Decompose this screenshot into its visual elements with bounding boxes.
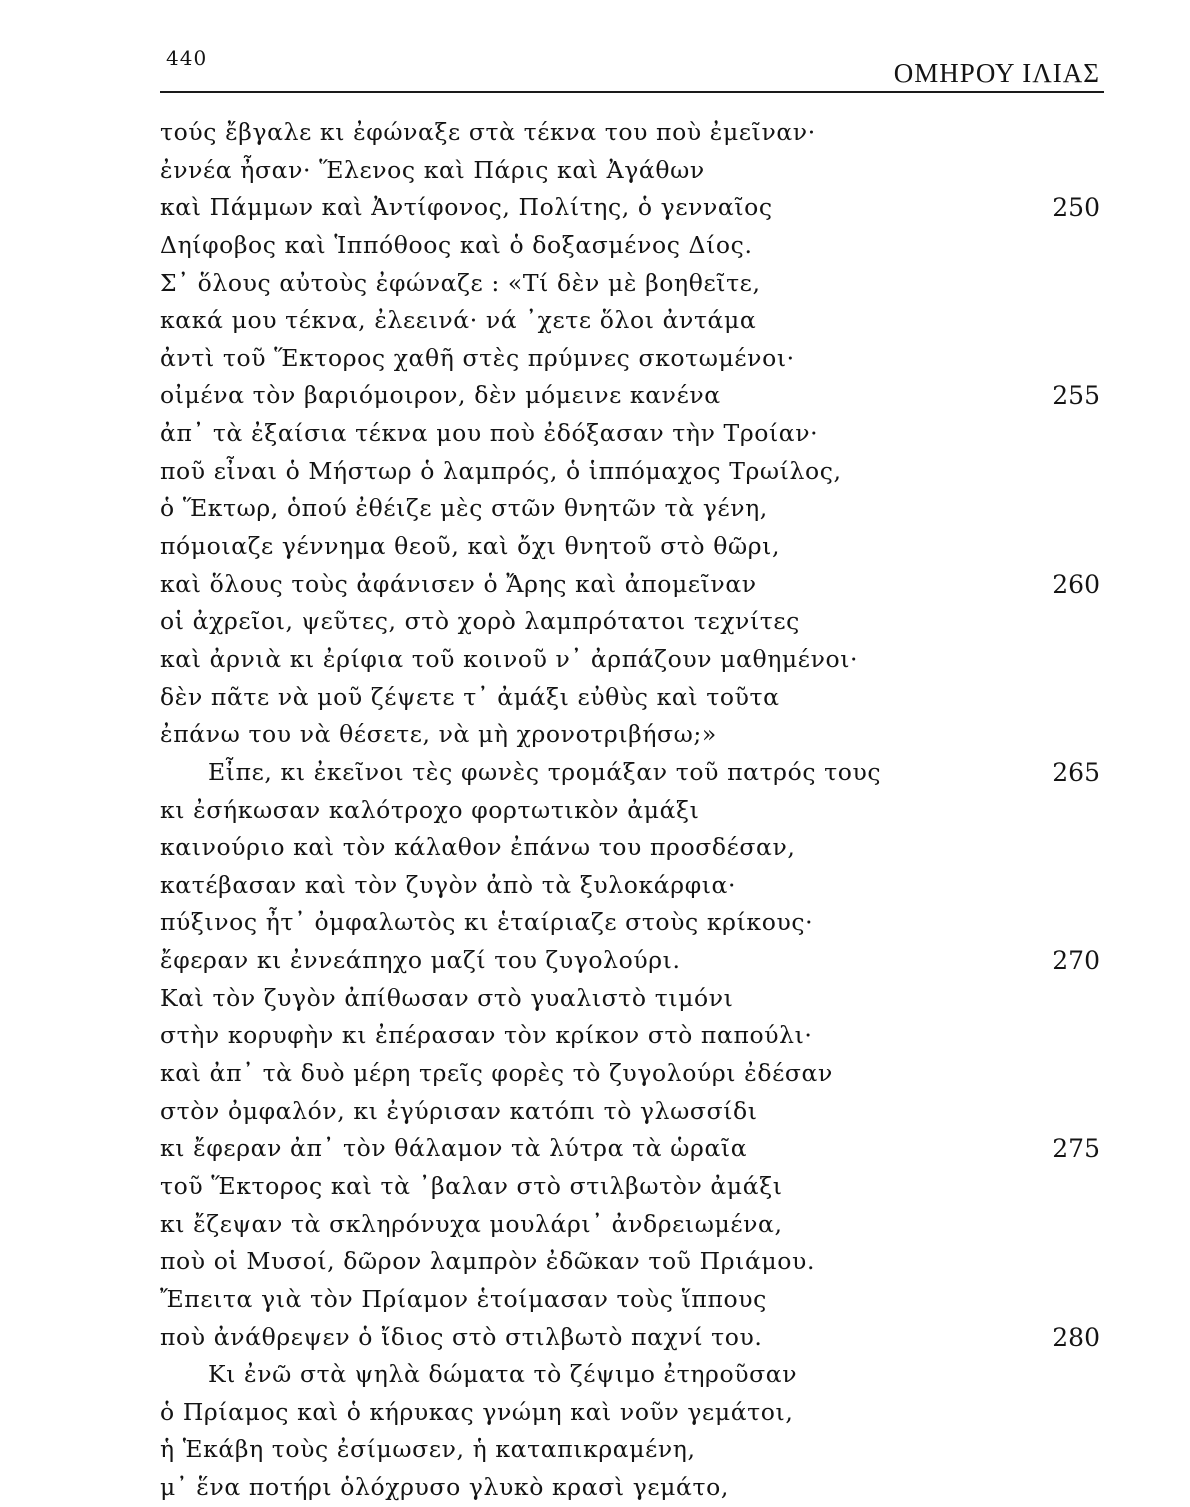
verse-text: καὶ ὅλους τοὺς ἀφάνισεν ὁ Ἄρης καὶ ἀπομεῖναν [160,569,757,598]
verse-text: οἱ ἀχρεῖοι, ψεῦτες, στὸ χορὸ λαμπρότατοι τεχνίτες [160,607,800,636]
running-title: ΟΜΗΡΟΥ ΙΛΙΑΣ [893,58,1100,88]
verse-line [160,1394,1104,1432]
verse-line [160,1469,1104,1507]
verse-text: ἡ Ἑκάβη τοὺς ἐσίμωσεν, ἡ καταπικραμένη, [160,1435,696,1464]
verse-line [160,415,1104,453]
verse-line [160,302,1104,340]
verse-text: Ἔπειτα γιὰ τὸν Πρίαμον ἑτοίμασαν τοὺς ἵππους [160,1284,767,1313]
line-number: 265 [1052,757,1100,787]
verse-line [160,152,1104,190]
verse-line [160,754,1104,792]
verse-text: ἀντὶ τοῦ Ἕκτορος χαθῆ στὲς πρύμνες σκοτωμένοι· [160,343,795,372]
verse-text: ἐννέα ἦσαν· Ἕλενος καὶ Πάρις καὶ Ἀγάθων [160,155,705,184]
verse-text: κακά μου τέκνα, ἐλεεινά· νά ᾿χετε ὅλοι ἀντάμα [160,306,757,335]
verse-line [160,340,1104,378]
verse-line [160,453,1104,491]
page-header [160,44,1104,88]
verse-line [160,942,1104,980]
verse-line [160,377,1104,415]
verse-line [160,980,1104,1018]
verse-line [160,603,1104,641]
verse-line [160,528,1104,566]
page-number: 440 [166,46,208,70]
verse-text: τοῦ Ἕκτορος καὶ τὰ ᾿βαλαν στὸ στιλβωτὸν ἀμάξι [160,1171,783,1200]
verse-line [160,490,1104,528]
verse-text: καὶ ἀπ᾿ τὰ δυὸ μέρη τρεῖς φορὲς τὸ ζυγολούρι ἐδέσαν [160,1059,833,1088]
verse-text: καινούριο καὶ τὸν κάλαθον ἐπάνω του προσδέσαν, [160,833,796,862]
verse-line [160,1017,1104,1055]
verse-text: κι ἔζεψαν τὰ σκληρόνυχα μουλάρι᾿ ἀνδρειωμένα, [160,1209,783,1238]
verse-line [160,1093,1104,1131]
verse-text: καὶ ἀρνιὰ κι ἐρίφια τοῦ κοινοῦ ν᾿ ἀρπάζουν μαθημένοι· [160,644,859,673]
verse-line [160,265,1104,303]
verse-text: μ᾿ ἕνα ποτήρι ὁλόχρυσο γλυκὸ κρασὶ γεμάτο, [160,1473,729,1502]
verse-line [160,792,1104,830]
verse-text: δὲν πᾶτε νὰ μοῦ ζέψετε τ᾿ ἀμάξι εὐθὺς καὶ τοῦτα [160,682,780,711]
verse-line [160,1431,1104,1469]
verse-text: ἐπάνω του νὰ θέσετε, νὰ μὴ χρονοτριβήσω;» [160,720,717,749]
verse-text: κι ἐσήκωσαν καλότροχο φορτωτικὸν ἀμάξι [160,795,700,824]
line-number: 250 [1052,193,1100,223]
verse-line [160,641,1104,679]
verse-text: στὴν κορυφὴν κι ἐπέρασαν τὸν κρίκον στὸ παπούλι· [160,1021,813,1050]
verse-text: στὸν ὀμφαλόν, κι ἐγύρισαν κατόπι τὸ γλωσσίδι [160,1096,758,1125]
verse-line [160,679,1104,717]
verse-text: ποῦ εἶναι ὁ Μήστωρ ὁ λαμπρός, ὁ ἱππόμαχος Τρωίλος, [160,456,842,485]
verse-line [160,1243,1104,1281]
verse-line [160,904,1104,942]
verse-text: Κι ἐνῶ στὰ ψηλὰ δώματα τὸ ζέψιμο ἐτηροῦσαν [208,1360,798,1389]
verse-line [160,716,1104,754]
verse-text: πύξινος ἦτ᾿ ὀμφαλωτὸς κι ἑταίριαζε στοὺς κρίκους· [160,908,814,937]
verse-text: Δηίφοβος καὶ Ἱππόθοος καὶ ὁ δοξασμένος Δίος. [160,230,753,259]
verse-line [160,1319,1104,1357]
verse-line [160,227,1104,265]
verse-line [160,829,1104,867]
verse-text: κι ἔφεραν ἀπ᾿ τὸν θάλαμον τὰ λύτρα τὰ ὡραῖα [160,1134,748,1163]
verse-text: ὁ Ἕκτωρ, ὁπού ἐθέιζε μὲς στῶν θνητῶν τὰ γένη, [160,494,768,523]
verse-line [160,1168,1104,1206]
verse-text: καὶ Πάμμων καὶ Ἀντίφονος, Πολίτης, ὁ γενναῖος [160,193,773,222]
header-rule [160,91,1104,93]
verse-text: κατέβασαν καὶ τὸν ζυγὸν ἀπὸ τὰ ξυλοκάρφια· [160,870,737,899]
line-number: 260 [1052,569,1100,599]
line-number: 275 [1052,1134,1100,1164]
line-number: 270 [1052,946,1100,976]
line-number: 255 [1052,381,1100,411]
verse-line [160,189,1104,227]
verse-text: οἰμένα τὸν βαριόμοιρον, δὲν μόμεινε κανένα [160,381,721,410]
verse-line [160,1281,1104,1319]
verse-text: ἔφεραν κι ἐννεάπηχο μαζί του ζυγολούρι. [160,946,681,975]
verse-line [160,1130,1104,1168]
verse-line [160,1206,1104,1244]
verse-line [160,1055,1104,1093]
verse-line [160,1356,1104,1394]
verse-text: Σ᾿ ὅλους αὐτοὺς ἐφώναζε : «Τί δὲν μὲ βοηθεῖτε, [160,268,761,297]
verse-text: Καὶ τὸν ζυγὸν ἀπίθωσαν στὸ γυαλιστὸ τιμόνι [160,983,734,1012]
verse-line [160,566,1104,604]
verse-text: Εἶπε, κι ἐκεῖνοι τὲς φωνὲς τρομάξαν τοῦ πατρός τους [208,757,882,786]
verse-text: πόμοιαζε γέννημα θεοῦ, καὶ ὄχι θνητοῦ στὸ θῶρι, [160,532,781,561]
verse-text: ὁ Πρίαμος καὶ ὁ κήρυκας γνώμη καὶ νοῦν γεμάτοι, [160,1397,794,1426]
verse-text: τούς ἔβγαλε κι ἐφώναξε στὰ τέκνα του ποὺ ἐμεῖναν· [160,118,816,146]
line-number: 280 [1052,1322,1100,1352]
verse-text: ποὺ ἀνάθρεψεν ὁ ἴδιος στὸ στιλβωτὸ παχνί του. [160,1322,763,1351]
verse-line [160,114,1104,152]
verse-block [160,114,1104,1507]
verse-text: ποὺ οἱ Μυσοί, δῶρον λαμπρὸν ἐδῶκαν τοῦ Πριάμου. [160,1247,816,1276]
verse-text: ἀπ᾿ τὰ ἐξαίσια τέκνα μου ποὺ ἐδόξασαν τὴν Τροίαν· [160,419,819,448]
verse-line [160,867,1104,905]
